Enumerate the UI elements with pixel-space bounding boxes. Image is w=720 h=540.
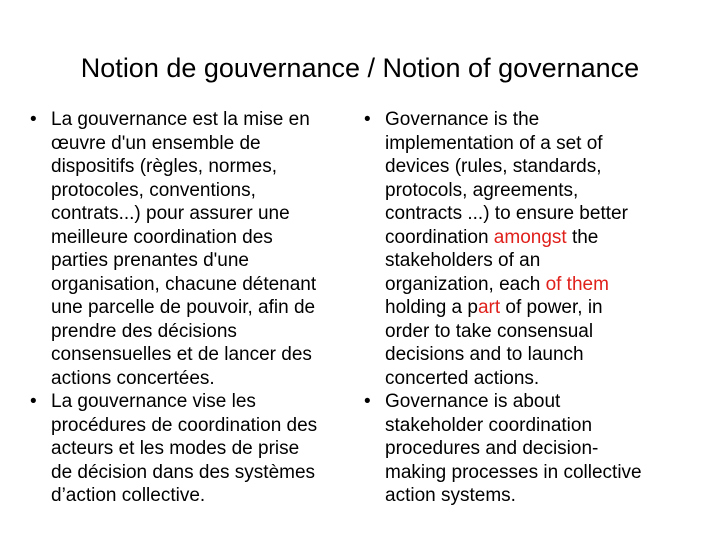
text-segment: of power, in — [500, 297, 603, 318]
text-line: consensuelles et de lancer des — [51, 344, 312, 365]
english-bullet-aim — [364, 390, 694, 508]
text-line: protocols, agreements, — [385, 179, 579, 201]
text-line: La gouvernance est la mise en — [51, 109, 310, 130]
text-line: parties prenantes d'une — [51, 250, 249, 271]
text-line: Governance is about — [385, 391, 561, 412]
french-bullet-definition — [30, 108, 370, 390]
bullet-icon: • — [364, 391, 371, 412]
text-line: devices (rules, standards, — [385, 156, 602, 177]
text-line — [385, 296, 694, 320]
text-line: œuvre d'un ensemble de — [51, 132, 261, 154]
text-line — [385, 226, 694, 250]
text-line: contracts ...) to ensure better — [385, 203, 628, 224]
text-line — [385, 273, 694, 297]
bullet-icon: • — [30, 109, 37, 130]
bullet-icon: • — [30, 391, 37, 412]
text-line: stakeholders of an — [385, 250, 541, 271]
text-line: procédures de coordination des — [51, 414, 318, 436]
text-line: order to take consensual — [385, 320, 594, 342]
english-bullet-list — [364, 108, 694, 508]
highlighted-word: art — [477, 297, 501, 318]
slide-title: Notion de gouvernance / Notion of governance — [80, 53, 640, 83]
text-line: acteurs et les modes de prise — [51, 438, 300, 459]
text-line: La gouvernance vise les — [51, 391, 256, 412]
highlighted-word: of them — [545, 273, 609, 295]
text-segment: the — [566, 226, 599, 248]
french-column — [30, 108, 370, 508]
text-line: making processes in collective — [385, 461, 642, 483]
text-segment: coordination — [385, 226, 494, 248]
text-line: action systems. — [385, 485, 516, 506]
text-line: Governance is the — [385, 109, 540, 130]
text-line: contrats...) pour assurer une — [51, 203, 290, 224]
english-column — [364, 108, 694, 508]
english-bullet-definition — [364, 108, 694, 390]
highlighted-word: amongst — [493, 226, 567, 248]
text-segment: holding a p — [385, 297, 478, 318]
text-line: decisions and to launch — [385, 344, 584, 365]
text-line: organisation, chacune détenant — [51, 273, 317, 295]
text-line: prendre des décisions — [51, 320, 237, 342]
text-line: actions concertées. — [51, 367, 215, 389]
text-line: procedures and decision- — [385, 438, 599, 459]
text-line: protocoles, conventions, — [51, 179, 256, 201]
french-bullet-list — [30, 108, 370, 508]
text-line: stakeholder coordination — [385, 414, 593, 436]
text-line: une parcelle de pouvoir, afin de — [51, 297, 316, 318]
text-line: concerted actions. — [385, 367, 540, 389]
french-bullet-aim — [30, 390, 370, 508]
text-line: meilleure coordination des — [51, 226, 273, 248]
text-line: implementation of a set of — [385, 132, 603, 154]
text-line: d’action collective. — [51, 485, 206, 506]
text-line: dispositifs (règles, normes, — [51, 156, 277, 177]
text-line: de décision dans des systèmes — [51, 461, 316, 483]
bullet-icon: • — [364, 109, 371, 130]
text-segment: organization, each — [385, 273, 546, 295]
